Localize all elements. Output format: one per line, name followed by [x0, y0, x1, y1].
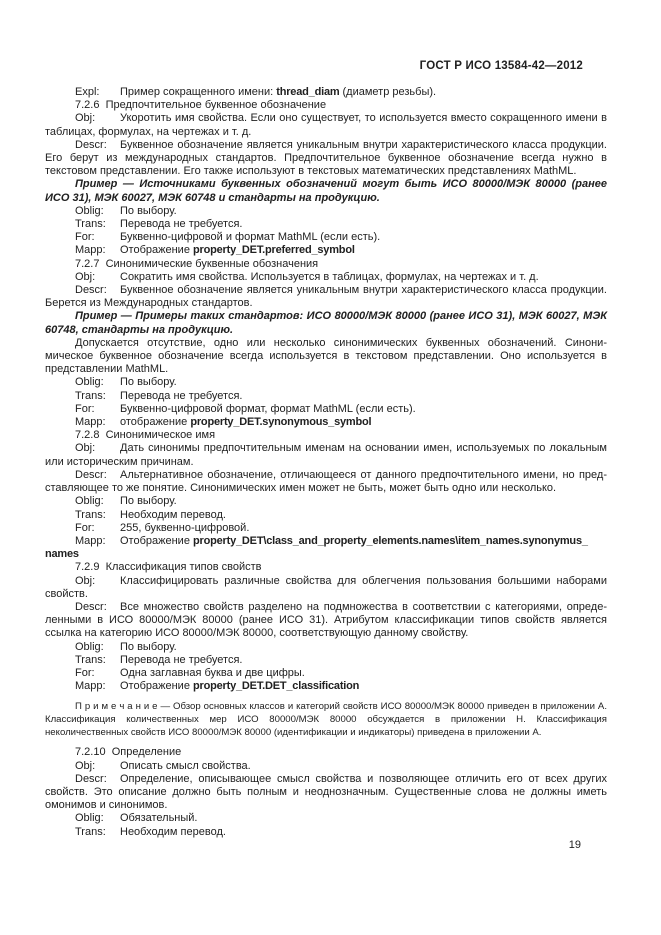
labeled-paragraph: [45, 654, 607, 667]
labeled-paragraph: [45, 522, 607, 535]
running-header: [45, 60, 583, 72]
document-code: ГОСТ Р ИСО 13584-42—2012: [419, 60, 583, 72]
text-run: 7.2.6 Предпочтительное буквенное обозначение: [75, 99, 327, 112]
text-run: Классифицировать различные свойства для облегчения пользования большими наборами свойств.: [45, 574, 607, 600]
text-run: Определение, описывающее смысл свойства и позволяющее отличить его от всех других свойств. Это описание должно быть полным и неоднозначным. Существенные слова не должны иметь омонимов и синонимов.: [45, 772, 607, 812]
labeled-paragraph: [45, 284, 607, 310]
labeled-paragraph: [45, 416, 607, 429]
text-run: Пример — Примеры таких стандартов: ИСО 80000/МЭК 80000 (ранее ИСО 31), МЭК 60027, МЭК 60748, стандарты на продукцию.: [45, 310, 607, 336]
text-run: Отображение: [120, 680, 193, 693]
text-run: По выбору.: [120, 376, 177, 389]
field-label: Oblig:: [75, 812, 104, 825]
labeled-paragraph: [45, 205, 607, 218]
field-label: Descr:: [75, 284, 107, 297]
page-number: 19: [568, 839, 581, 851]
field-label: Trans:: [75, 825, 106, 838]
text-run: (диаметр резьбы).: [339, 86, 437, 98]
labeled-paragraph: [45, 773, 607, 813]
text-run: Буквенно-цифровой и формат MathML (если есть).: [120, 231, 381, 244]
code-identifier: property_DET.preferred_symbol: [193, 244, 355, 257]
text-run: По выбору.: [120, 495, 177, 508]
field-label: Obj:: [75, 270, 96, 283]
labeled-paragraph: [45, 376, 607, 389]
text-run: Необходим перевод.: [120, 825, 226, 838]
field-label: Expl:: [75, 86, 100, 98]
labeled-paragraph: [45, 495, 607, 508]
labeled-paragraph: [45, 667, 607, 680]
document-content: [45, 86, 607, 839]
labeled-paragraph: [45, 601, 607, 641]
labeled-paragraph: [45, 271, 607, 284]
field-label: Obj:: [75, 759, 96, 772]
field-label: Trans:: [75, 508, 106, 521]
text-run: 7.2.7 Синонимические буквенные обозначения: [75, 257, 319, 270]
text-run: 7.2.8 Синонимическое имя: [75, 429, 216, 442]
field-label: For:: [75, 231, 95, 244]
labeled-paragraph: [45, 112, 607, 138]
field-label: Mapp:: [75, 244, 106, 257]
field-label: Mapp:: [75, 680, 106, 693]
labeled-paragraph: [45, 469, 607, 495]
heading-paragraph: [45, 429, 607, 442]
field-label: For:: [75, 402, 95, 415]
field-label: For:: [75, 521, 95, 534]
code-identifier: property_DET.synonymous_symbol: [190, 416, 372, 429]
text-run: Одна заглавная буква и две цифры.: [120, 666, 305, 679]
field-label: For:: [75, 666, 95, 679]
field-label: Oblig:: [75, 376, 104, 389]
field-label: Trans:: [75, 389, 106, 402]
text-run: По выбору.: [120, 204, 177, 217]
example-paragraph: [45, 178, 607, 204]
text-run: Укоротить имя свойства. Если оно существует, то используется вместо сокращенного имени в таблицах, формулах, на чертежах и т. д.: [45, 112, 607, 138]
labeled-paragraph: [45, 139, 607, 179]
text-run: Альтернативное обозначение, отличающееся от данного предпочтительного имени, но представляющее то же понятие. Синонимических имен может не быть, может быть одно или несколько.: [45, 468, 607, 495]
code-identifier: names: [45, 548, 79, 561]
field-label: Mapp:: [75, 416, 106, 429]
code-identifier: thread_diam: [276, 86, 340, 98]
plain-paragraph: [45, 337, 607, 377]
labeled-paragraph: [45, 680, 607, 693]
labeled-paragraph: [45, 390, 607, 403]
heading-paragraph: [45, 561, 607, 574]
labeled-paragraph: [45, 509, 607, 522]
field-label: Obj:: [75, 442, 96, 455]
text-run: П р и м е ч а н и е — Обзор основных классов и категорий свойств ИСО 80000/МЭК 80000 приведен в приложении А. Классификация количественных мер ИСО 80000/МЭК 80000 обсуждается в приложении Н. Классификация неколичественных свойств ИСО 80000/МЭК 80000 (идентификации и индикаторы) приведена в приложении А.: [45, 701, 607, 739]
labeled-paragraph: [45, 535, 607, 561]
note-paragraph: [45, 700, 607, 739]
field-label: Obj:: [75, 574, 96, 587]
field-label: Obj:: [75, 112, 96, 125]
code-identifier: property_DET.DET_classification: [193, 680, 360, 693]
labeled-paragraph: [45, 218, 607, 231]
field-label: Mapp:: [75, 534, 106, 547]
labeled-paragraph: [45, 231, 607, 244]
field-label: Descr:: [75, 772, 107, 785]
text-run: Буквенно-цифровой формат, формат MathML (если есть).: [120, 402, 416, 415]
text-run: Дать синонимы предпочтительным именам на основании имен, используемых по локальным или историческим причинам.: [45, 442, 607, 468]
heading-paragraph: [45, 258, 607, 271]
text-run: 255, буквенно-цифровой.: [120, 521, 250, 534]
example-paragraph: [45, 310, 607, 336]
field-label: Trans:: [75, 218, 106, 231]
text-run: Пример сокращенного имени:: [120, 86, 277, 98]
text-run: Пример — Источниками буквенных обозначений могут быть ИСО 80000/МЭК 80000 (ранее ИСО 31), МЭК 60027, МЭК 60748 и стандарты на продукцию.: [45, 178, 607, 204]
text-run: Буквенное обозначение является уникальным внутри характеристического класса продукции. Его берут из международных стандартов. Предпочтительное буквенное обозначение всегда нужно в текстовом представлении. Его также используют в текстовых математических представлениях MathML.: [45, 138, 607, 178]
text-run: Перевода не требуется.: [120, 389, 243, 402]
field-label: Oblig:: [75, 204, 104, 217]
text-run: Сократить имя свойства. Используется в таблицах, формулах, на чертежах и т. д.: [120, 270, 539, 283]
text-run: отображение: [120, 416, 191, 429]
text-run: Отображение: [120, 534, 193, 547]
text-run: 7.2.10 Определение: [75, 746, 182, 759]
field-label: Trans:: [75, 653, 106, 666]
heading-paragraph: [45, 746, 607, 759]
field-label: Descr:: [75, 138, 107, 151]
labeled-paragraph: [45, 812, 607, 825]
text-run: Допускается отсутствие, одно или несколько синонимических буквенных обозначений. Синонимическое буквенное обозначение всегда используется в текстовом представлении. Оно используется в представлении MathML.: [45, 336, 607, 376]
heading-paragraph: [45, 99, 607, 112]
labeled-paragraph: [45, 575, 607, 601]
text-run: 7.2.9 Классификация типов свойств: [75, 561, 262, 574]
page-footer: [45, 839, 581, 851]
field-label: Oblig:: [75, 495, 104, 508]
text-run: Описать смысл свойства.: [120, 759, 251, 772]
text-run: Отображение: [120, 244, 193, 257]
labeled-paragraph: [45, 826, 607, 839]
field-label: Descr:: [75, 600, 107, 613]
field-label: Oblig:: [75, 640, 104, 653]
labeled-paragraph: [45, 86, 607, 99]
labeled-paragraph: [45, 442, 607, 468]
text-run: Все множество свойств разделено на подмножества в соответствии с категориями, определенными в ИСО 80000/МЭК 80000 (ранее ИСО 31). Атрибутом классификации типов свойств является ссылка на категорию ИСО 80000/МЭК 80000, соответствующую данному свойству.: [45, 600, 607, 640]
text-run: Необходим перевод.: [120, 508, 226, 521]
labeled-paragraph: [45, 244, 607, 257]
code-identifier: property_DET\class_and_property_elements.names\item_names.synonymus_: [193, 534, 588, 547]
labeled-paragraph: [45, 403, 607, 416]
text-run: Перевода не требуется.: [120, 218, 243, 231]
text-run: По выбору.: [120, 640, 177, 653]
field-label: Descr:: [75, 468, 107, 481]
text-run: Перевода не требуется.: [120, 653, 243, 666]
labeled-paragraph: [45, 760, 607, 773]
text-run: Обязательный.: [120, 812, 198, 825]
labeled-paragraph: [45, 641, 607, 654]
text-run: Буквенное обозначение является уникальным внутри характеристического класса продукции. Берется из Международных стандартов.: [45, 284, 607, 310]
